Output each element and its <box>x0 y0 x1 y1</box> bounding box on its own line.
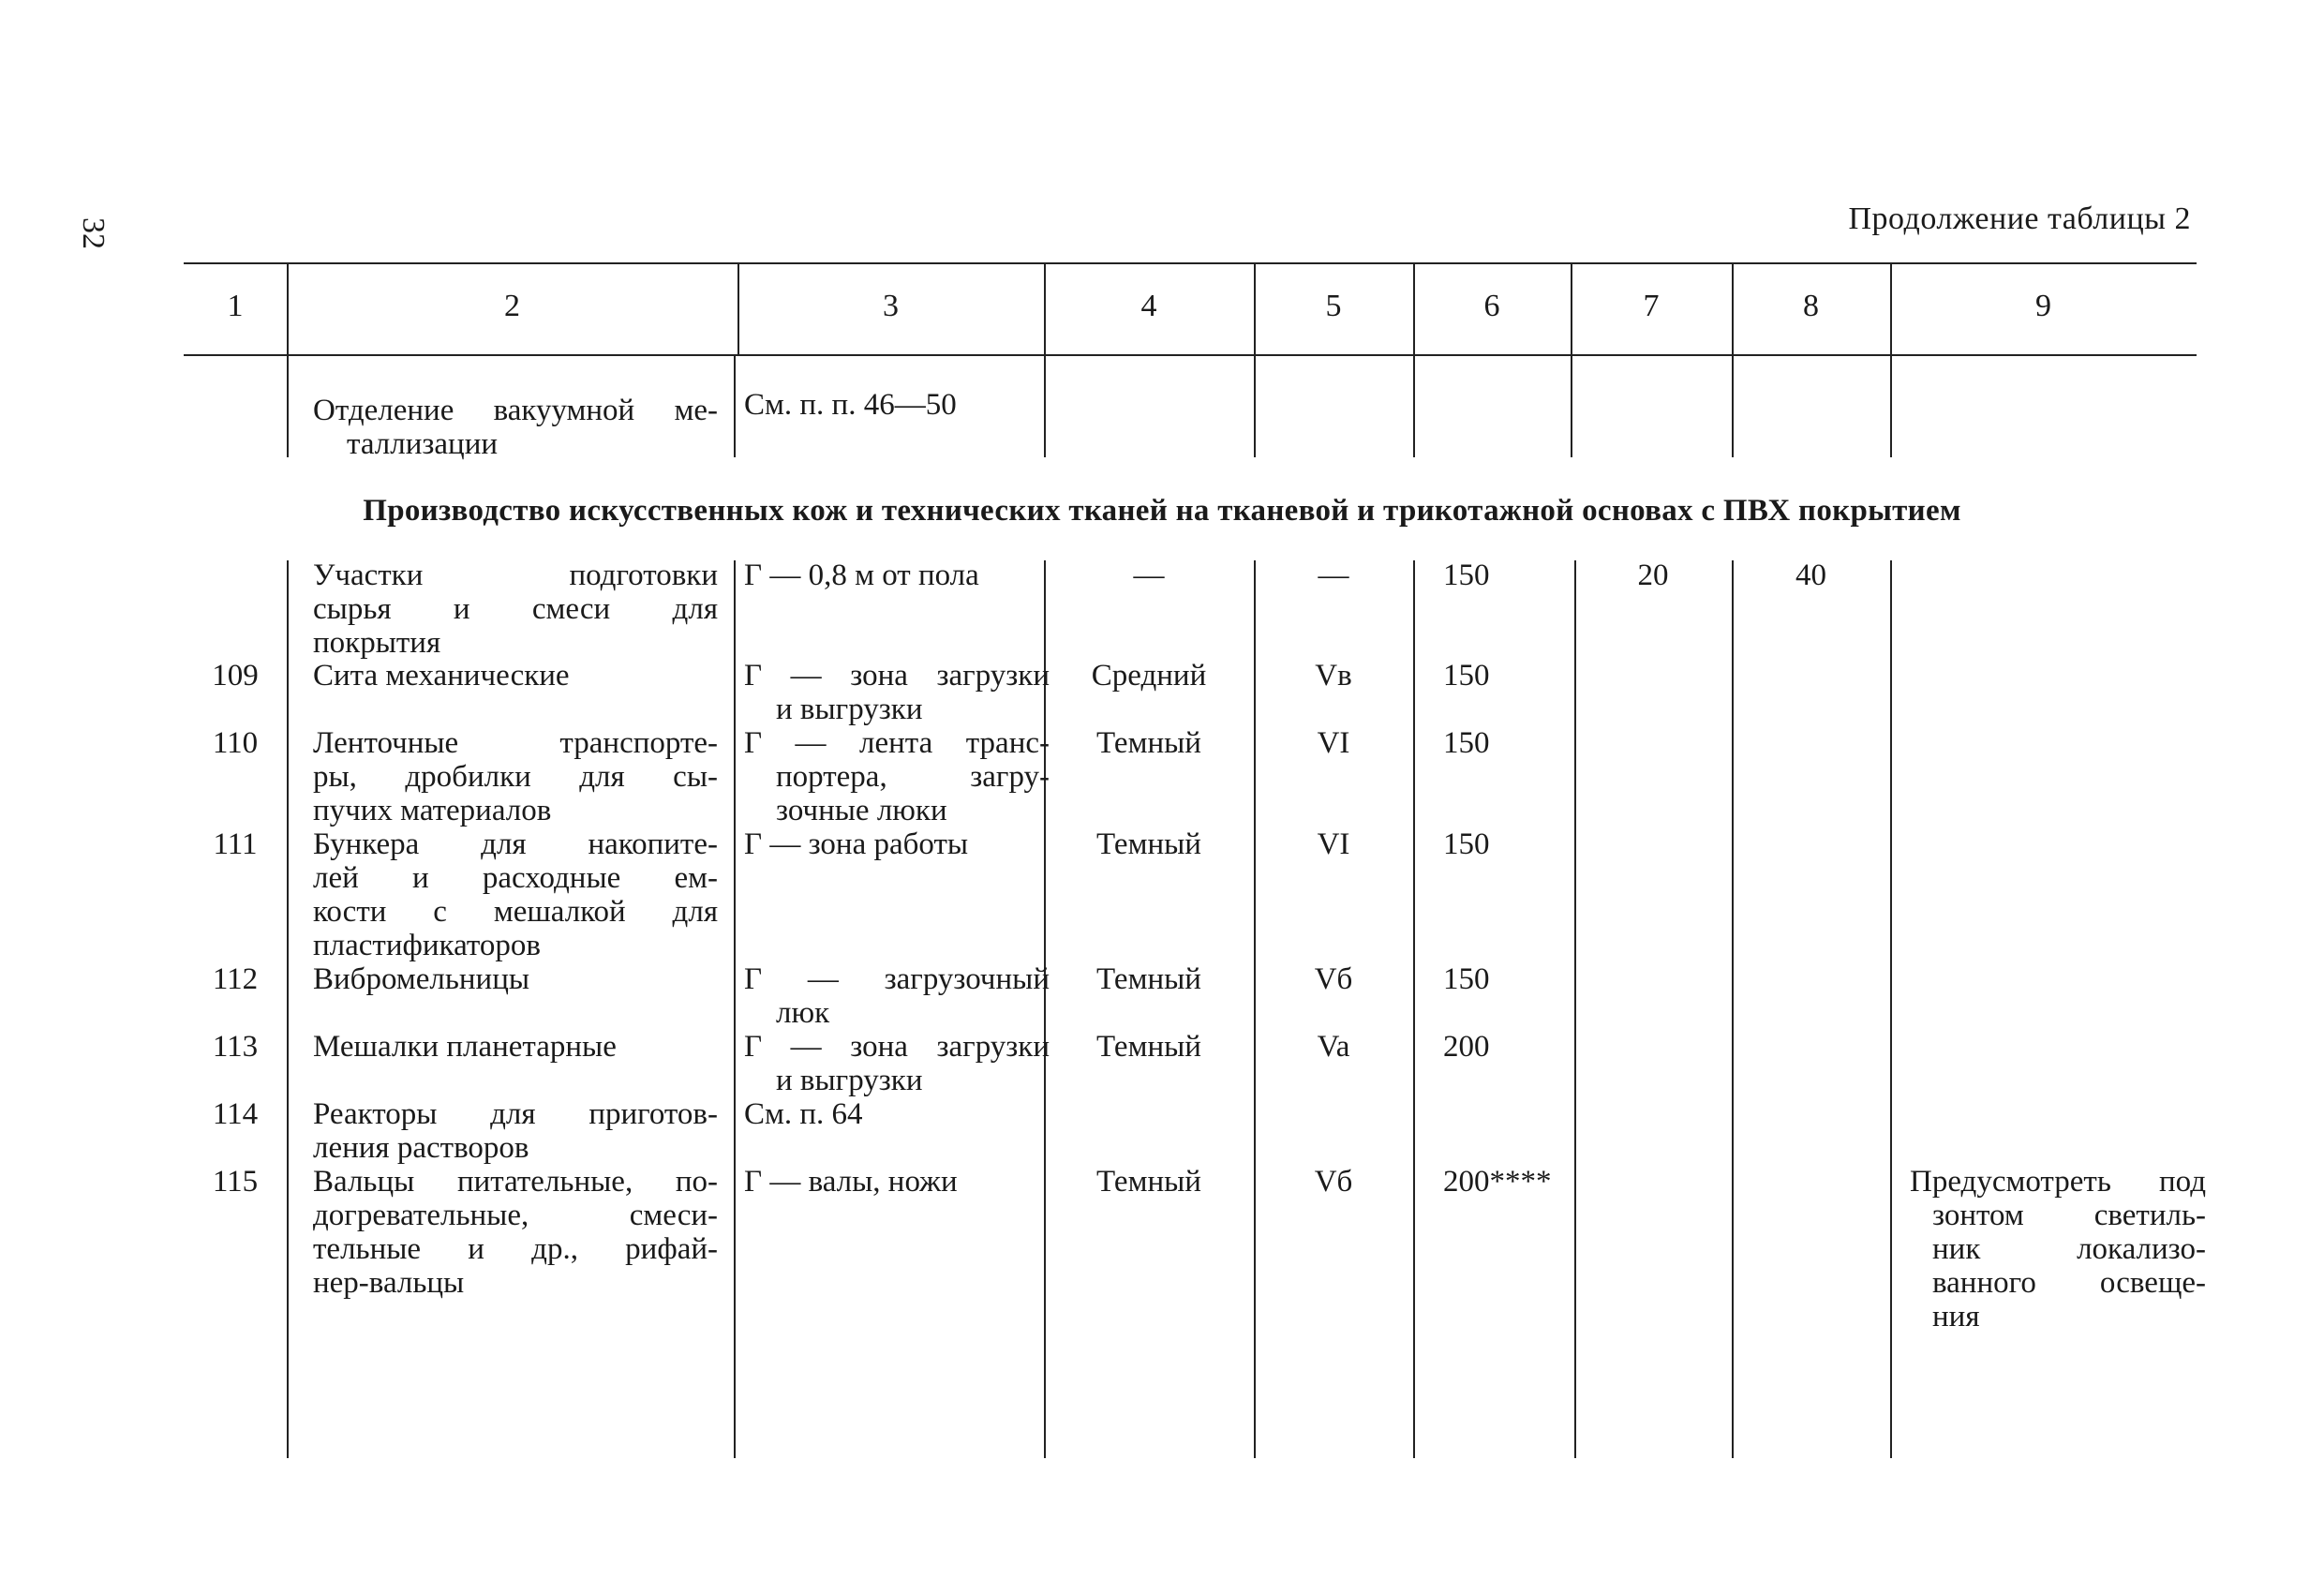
row-note-line: Предусмотреть под <box>1910 1165 2206 1199</box>
row-number: 111 <box>213 827 258 861</box>
row-category: Va <box>1317 1030 1350 1064</box>
row-location-line: См. п. 64 <box>744 1097 863 1131</box>
row-category: VI <box>1317 827 1350 861</box>
row-location-line: Г — 0,8 м от пола <box>744 559 979 592</box>
row-col7: 20 <box>1637 559 1669 592</box>
row-illuminance: 150 <box>1443 962 1490 996</box>
row-name-line: Бункера для накопите- <box>313 827 718 861</box>
row-name-line: Реакторы для приготов- <box>313 1097 718 1131</box>
row-location-line: Г — зона загрузки <box>744 659 1050 693</box>
row-name <box>313 1097 718 1165</box>
body-divider <box>1254 356 1256 457</box>
row-location <box>744 1097 1050 1131</box>
row-note-line: ник локализо- <box>1932 1232 2206 1266</box>
row-note-line: зонтом светиль- <box>1932 1199 2206 1232</box>
row-name <box>313 659 718 693</box>
row-note <box>1910 1165 2206 1333</box>
body-divider <box>1890 356 1892 457</box>
row-category: — <box>1318 559 1349 592</box>
row-location-line: и выгрузки <box>776 1064 923 1097</box>
row-name-line: лей и расходные ем- <box>313 861 718 895</box>
body-divider <box>287 560 289 1458</box>
row-category: VI <box>1317 726 1350 760</box>
row-name-line: ры, дробилки для сы- <box>313 760 718 794</box>
body-divider <box>1890 560 1892 1458</box>
row-name <box>313 1165 718 1300</box>
row-col8: 40 <box>1795 559 1826 592</box>
body-divider <box>1732 560 1734 1458</box>
column-number: 3 <box>883 289 899 323</box>
column-number: 6 <box>1483 289 1500 323</box>
row-number: 115 <box>212 1165 259 1199</box>
row-illuminance: 200 <box>1443 1030 1490 1064</box>
row-location-line: портера, загру- <box>776 760 1050 794</box>
row-name-line: Вальцы питательные, по- <box>313 1165 718 1199</box>
row-name-line: тельные и др., рифай- <box>313 1232 718 1266</box>
row-name <box>313 1030 718 1064</box>
row-location-line: Г — зона загрузки <box>744 1030 1050 1064</box>
body-divider <box>1413 356 1415 457</box>
body-divider <box>1574 560 1576 1458</box>
row-location <box>744 659 1050 726</box>
row-background: Темный <box>1096 726 1201 760</box>
row-name-line: Участки подготовки <box>313 559 718 592</box>
row-background: Темный <box>1096 1030 1201 1064</box>
body-divider <box>1413 560 1415 1458</box>
row-location <box>744 962 1050 1030</box>
row-number: 110 <box>212 726 259 760</box>
body-divider <box>287 356 289 457</box>
page-number: 32 <box>76 217 111 249</box>
row-illuminance: 150 <box>1443 827 1490 861</box>
row-background: — <box>1133 559 1165 592</box>
row-background: Средний <box>1091 659 1207 693</box>
row-name <box>313 726 718 827</box>
row-name-line: таллизации <box>347 427 499 461</box>
row-location-line: зочные люки <box>776 794 947 827</box>
row-name-line: ления растворов <box>313 1131 529 1165</box>
row-location <box>744 827 1050 861</box>
row-name-line: пластификаторов <box>313 929 541 962</box>
row-number: 113 <box>212 1030 259 1064</box>
body-divider <box>1571 356 1572 457</box>
row-location-line: Г — лента транс- <box>744 726 1050 760</box>
row-illuminance: 150 <box>1443 659 1490 693</box>
row-name-line: покрытия <box>313 626 441 660</box>
column-number: 7 <box>1643 289 1660 323</box>
table-top-rule <box>184 262 2197 264</box>
row-number: 112 <box>212 962 259 996</box>
column-number: 8 <box>1803 289 1819 323</box>
column-number: 1 <box>227 289 244 323</box>
row-location <box>744 1165 1050 1199</box>
column-number: 9 <box>2035 289 2051 323</box>
column-number: 4 <box>1140 289 1157 323</box>
row-name-line: Вибромельницы <box>313 962 530 996</box>
row-name <box>313 962 718 996</box>
row-location-line: Г — валы, ножи <box>744 1165 958 1199</box>
row-name-line: пучих материалов <box>313 794 552 827</box>
row-background: Темный <box>1096 1165 1201 1199</box>
row-category: Vб <box>1314 1165 1353 1199</box>
row-name-line: Отделение вакуумной ме- <box>313 394 718 427</box>
row-location <box>744 1030 1050 1097</box>
row-location-line: Г — зона работы <box>744 827 969 861</box>
body-divider <box>734 560 736 1458</box>
body-divider <box>734 356 736 457</box>
row-name-line: Сита механические <box>313 659 570 693</box>
row-name-line: Ленточные транспорте- <box>313 726 718 760</box>
table-continuation-caption: Продолжение таблицы 2 <box>1848 201 2191 236</box>
row-illuminance: 150 <box>1443 559 1490 592</box>
row-name-line: кости с мешалкой для <box>313 895 718 929</box>
table-header-rule <box>184 354 2197 356</box>
body-divider <box>1254 560 1256 1458</box>
row-number: 114 <box>212 1097 259 1131</box>
row-name-line: догревательные, смеси- <box>313 1199 718 1232</box>
row-location-line: Г — загрузочный <box>744 962 1050 996</box>
section-title: Производство искусственных кож и технических тканей на тканевой и трикотажной основах с ПВХ покрытием <box>363 494 1961 528</box>
row-location <box>744 726 1050 827</box>
body-divider <box>1044 356 1046 457</box>
body-divider <box>1732 356 1734 457</box>
row-number: 109 <box>212 659 259 693</box>
row-illuminance: 150 <box>1443 726 1490 760</box>
row-name-line: сырья и смеси для <box>313 592 718 626</box>
row-name-line: Мешалки планетарные <box>313 1030 617 1064</box>
row-location-line: люк <box>776 996 830 1030</box>
row-location-line: и выгрузки <box>776 693 923 726</box>
row-background: Темный <box>1096 962 1201 996</box>
column-number: 2 <box>504 289 520 323</box>
row-illuminance: 200**** <box>1443 1165 1552 1199</box>
row-name-line: нер-вальцы <box>313 1266 465 1300</box>
row-name <box>313 559 718 660</box>
row-location <box>744 559 1050 592</box>
column-number: 5 <box>1325 289 1342 323</box>
table-row-pre <box>313 394 718 461</box>
row-name <box>313 827 718 962</box>
row-background: Темный <box>1096 827 1201 861</box>
row-location: См. п. п. 46—50 <box>744 388 957 422</box>
row-note-line: ванного освеще- <box>1932 1266 2206 1300</box>
row-category: Vв <box>1315 659 1352 693</box>
row-note-line: ния <box>1932 1300 1980 1333</box>
row-category: Vб <box>1314 962 1353 996</box>
